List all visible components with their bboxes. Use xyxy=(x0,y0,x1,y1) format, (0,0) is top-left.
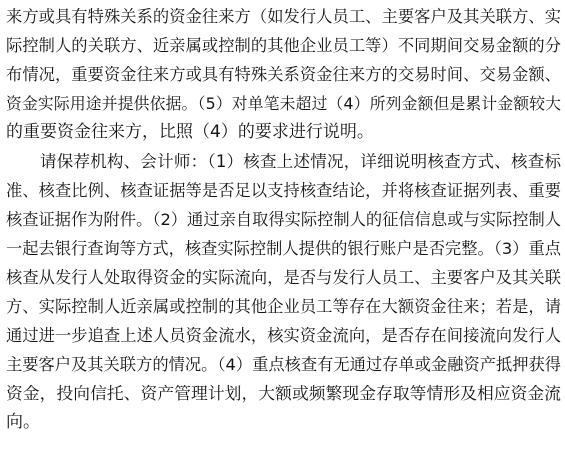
text-line: 一起去银行查询等方式，核查实际控制人提供的银行账户是否完整。（3）重点 xyxy=(6,239,561,258)
text-line: 布情况，重要资金往来方或具有特殊关系资金往来方的交易时间、交易金额、 xyxy=(6,65,561,84)
text-line: 核查证据作为附件。（2）通过亲自取得实际控制人的征信信息或与实际控制人 xyxy=(6,210,561,229)
text-line: 际控制人的关联方、近亲属或控制的其他企业员工等）不同期间交易金额的分 xyxy=(6,36,561,55)
text-line: 的重要资金往来方，比照（4）的要求进行说明。 xyxy=(6,122,374,142)
text-line: 准、核查比例、核查证据等是否足以支持核查结论，并将核查证据列表、重要 xyxy=(6,181,561,200)
text-line: 资金实际用途并提供依据。（5）对单笔未超过（4）所列金额但是累计金额较大 xyxy=(6,94,561,113)
text-line: 核查从发行人处取得资金的实际流向，是否与发行人员工、主要客户及其关联 xyxy=(6,268,561,287)
paragraph-capital-flow-disclosure xyxy=(6,2,561,147)
paragraph-verification-requirements xyxy=(6,147,561,437)
text-line: 主要客户及其关联方的情况。（4）重点核查有无通过存单或金融资产抵押获得 xyxy=(6,355,561,374)
text-line: 来方或具有特殊关系的资金往来方（如发行人员工、主要客户及其关联方、实 xyxy=(6,7,561,26)
text-line: 向。 xyxy=(6,412,40,432)
text-line: 方、实际控制人近亲属或控制的其他企业员工等存在大额资金往来；若是，请 xyxy=(6,297,561,316)
text-line: 资金，投向信托、资产管理计划，大额或频繁现金存取等情形及相应资金流 xyxy=(6,383,561,403)
text-line: 请保荐机构、会计师：（1）核查上述情况，详细说明核查方式、核查标 xyxy=(40,152,561,171)
text-line: 通过进一步追查上述人员资金流水，核实资金流向，是否存在间接流向发行人 xyxy=(6,326,561,345)
